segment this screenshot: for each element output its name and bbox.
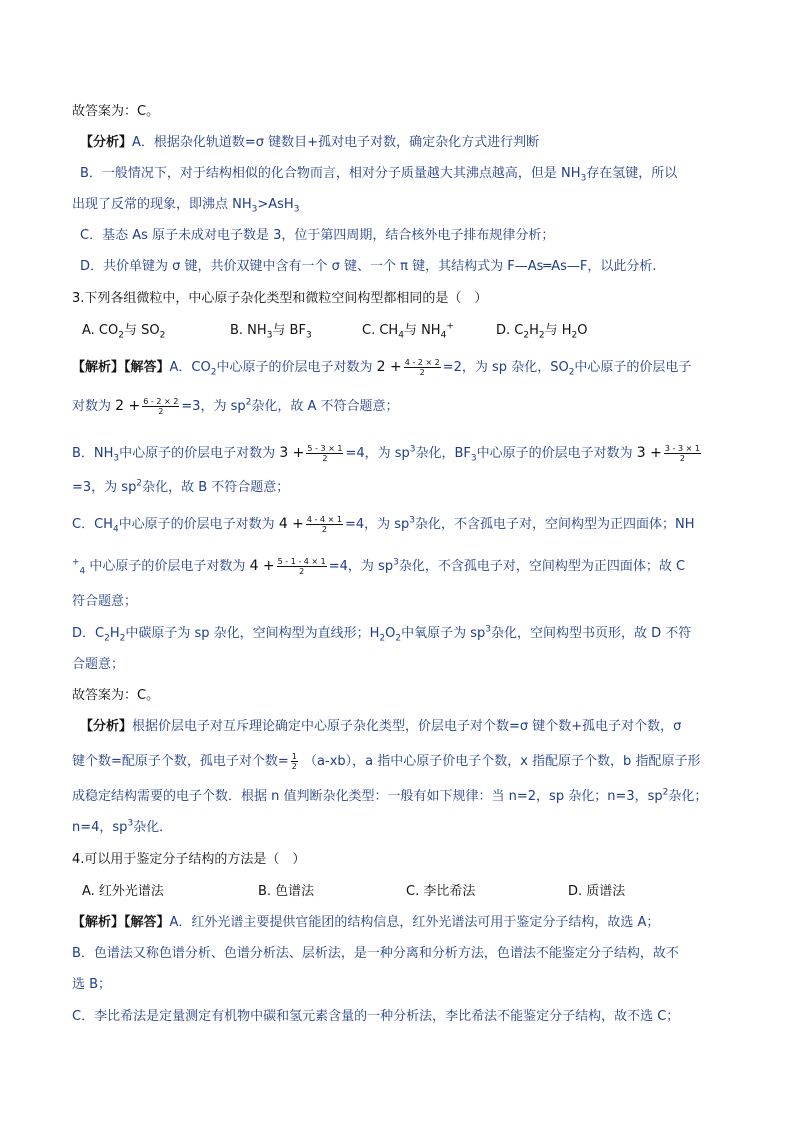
solution-3-line-9: 合题意； — [72, 657, 125, 672]
analysis-2-line-1: 【分析】A．根据杂化轨道数=σ 键数目+孤对电子对数，确定杂化方式进行判断 — [80, 135, 540, 150]
solution-3-line-4: =3，为 $sp^2$杂化，故 B 不符合题意； — [72, 478, 290, 495]
question-3-stem: 3.下列各组微粒中，中心原子杂化类型和微粒空间构型都相同的是（ ） — [72, 291, 488, 306]
solution-3-line-3: B．$NH_3$中心原子的价层电子对数为 3 + $\frac{5 - 3 \times 1}{2}$ =4，为 $sp^3$杂化，$BF_3$中心原子的价层电子对数为 3 + $\frac{3 - 3 \times 1}{2}$ — [72, 444, 700, 464]
question-4-option-d: D. 质谱法 — [568, 884, 626, 899]
question-4-stem: 4.可以用于鉴定分子结构的方法是（ ） — [72, 852, 306, 867]
question-3-option-b: B. $NH_3$与 $BF_3$ — [230, 323, 312, 341]
solution-4-line-3: 选 B； — [72, 977, 112, 992]
solution-3-line-7: 符合题意； — [72, 594, 138, 609]
solution-3-line-6: +$_4$ 中心原子的价层电子对数为 4 + $\frac{5 - 1 - 4 \times 1}{2}$ =4，为 $sp^3$杂化，不含孤电子对，空间构型为正四面体；故 C — [72, 557, 686, 577]
question-4-option-b: B. 色谱法 — [258, 884, 315, 899]
question-3-option-c: C. $CH_4$与 $NH_4^+$ — [362, 321, 454, 341]
solution-4-line-2: B．色谱法又称色谱分析、色谱分析法、层析法，是一种分离和分析方法，色谱法不能鉴定分子结构，故不 — [72, 946, 679, 961]
fraction-1: $\frac{4 - 2 \times 2}{2}$ — [404, 358, 440, 377]
analysis-2-line-2: B．一般情况下，对于结构相似的化合物而言，相对分子质量越大其沸点越高，但是 $NH_3$存在氢键，所以 — [80, 166, 678, 184]
analysis-2-line-5: D．共价单键为 σ 键，共价双键中含有一个 σ 键、一个 π 键，其结构式为 F—As═As—F，以此分析. — [80, 259, 657, 274]
solution-4-line-1: 【解析】【解答】A．红外光谱主要提供官能团的结构信息，红外光谱法可用于鉴定分子结构，故选 A； — [72, 915, 660, 930]
analysis-3-line-4: n=4，$sp^3$杂化． — [72, 818, 173, 835]
question-4-option-a: A. 红外光谱法 — [82, 884, 164, 899]
fraction-5: $\frac{4 - 4 \times 1}{2}$ — [306, 515, 342, 534]
answer-line-3: 故答案为：C。 — [72, 688, 160, 703]
fraction-6: $\frac{5 - 1 - 4 \times 1}{2}$ — [277, 557, 326, 576]
answer-line-1: 故答案为：C。 — [72, 104, 160, 119]
fraction-3: $\frac{5 - 3 \times 1}{2}$ — [307, 444, 343, 463]
question-3-option-d: D. $C_2H_2$与 $H_2O$ — [496, 323, 588, 341]
question-3-option-a: A. $CO_2$与 $SO_2$ — [82, 323, 166, 341]
solution-3-line-8: D．$C_2H_2$中碳原子为 sp 杂化，空间构型为直线形；$H_2O_2$中氧原子为 $sp^3$杂化，空间构型书页形，故 D 不符 — [72, 624, 692, 644]
solution-3-line-5: C．$CH_4$中心原子的价层电子对数为 4 + $\frac{4 - 4 \times 1}{2}$ =4，为 $sp^3$杂化，不含孤电子对，空间构型为正四面体；NH — [72, 515, 695, 535]
fraction-2: $\frac{6 - 2 \times 2}{2}$ — [143, 397, 179, 416]
analysis-3-line-3: 成稳定结构需要的电子个数．根据 n 值判断杂化类型：一般有如下规律：当 n=2，sp 杂化；n=3，$sp^2$杂化； — [72, 787, 708, 804]
solution-4-line-4: C．李比希法是定量测定有机物中碳和氢元素含量的一种分析法，李比希法不能鉴定分子结构，故不选 C； — [72, 1009, 680, 1024]
solution-3-line-2: 对数为 2 + $\frac{6 - 2 \times 2}{2}$ =3，为 $sp^2$杂化，故 A 不符合题意； — [72, 397, 399, 416]
question-4-option-c: C. 李比希法 — [406, 884, 476, 899]
fraction-4: $\frac{3 - 3 \times 1}{2}$ — [664, 444, 700, 463]
fraction-half: $\frac{1}{2}$ — [291, 752, 297, 771]
analysis-2-line-3: 出现了反常的现象，即沸点 $NH_3>AsH_3$ — [72, 197, 300, 215]
solution-3-line-1: 【解析】【解答】A．$CO_2$中心原子的价层电子对数为 2 + $\frac{4 - 2 \times 2}{2}$ =2，为 sp 杂化，$SO_2$中心原子的价层电子 — [72, 358, 692, 378]
analysis-2-line-4: C．基态 As 原子未成对电子数是 3，位于第四周期，结合核外电子排布规律分析； — [80, 228, 555, 243]
analysis-3-line-2: 键个数=配原子个数，孤电子对个数= $\frac{1}{2}$ （a-xb），a 指中心原子价电子个数，x 指配原子个数，b 指配原子形 — [72, 752, 701, 771]
analysis-3-line-1: 【分析】根据价层电子对互斥理论确定中心原子杂化类型，价层电子对个数=σ 键个数+孤电子对个数，σ — [80, 719, 682, 734]
